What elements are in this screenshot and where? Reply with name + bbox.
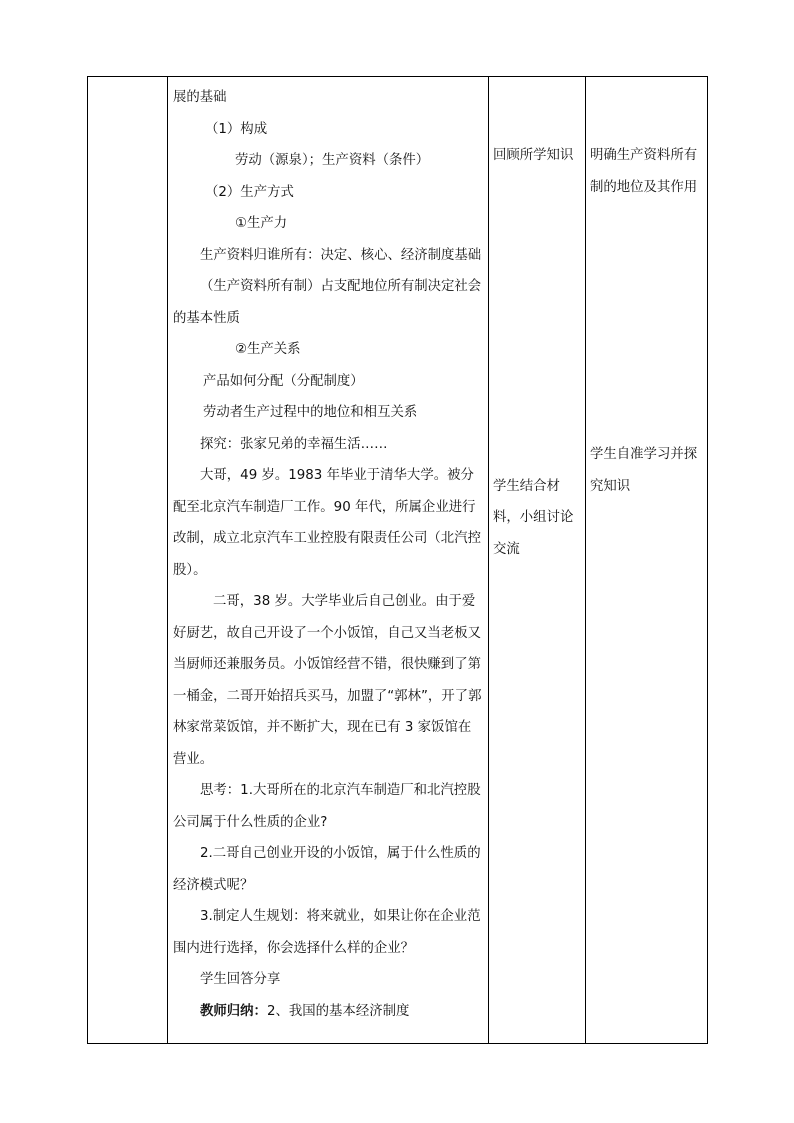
- composition-body: 劳动（源泉）；生产资料（条件）: [235, 153, 430, 168]
- teaching-content-cell: [168, 77, 489, 1044]
- table-row: [88, 77, 708, 1044]
- teacher-summary-line: [173, 996, 482, 1028]
- inquiry-line: 探究：张家兄弟的幸福生活……: [200, 436, 388, 452]
- teaching-content: [168, 77, 488, 1027]
- eldest-brother-paragraph: 大哥，49 岁。1983 年毕业于清华大学。被分配至北京汽车制造厂工作。90 年代，所属企业进行改制，成立北京汽车工业控股有限责任公司（北汽控股）。: [173, 468, 481, 578]
- design-intent-1-wrap: [586, 77, 707, 203]
- stage-column-cell: [88, 77, 168, 1044]
- student-activity-cell: [489, 77, 586, 1044]
- dominant-ownership-line: （生产资料所有制）占支配地位所有制决定社会的基本性质: [173, 279, 482, 326]
- second-brother-paragraph: 二哥，38 岁。大学毕业后自己创业。由于爱好厨艺，故自己开设了一个小饭馆，自己又当老板又当厨师还兼服务员。小饭馆经营不错，很快赚到了第一桶金，二哥开始招兵买马，加盟了“郭林”，开了郭林家常菜饭馆，并不断扩大，现在已有 3 家饭馆在营业。: [173, 594, 482, 767]
- think-question-3: 3.制定人生规划：将来就业，如果让你在企业范围内进行选择，你会选择什么样的企业？: [173, 909, 481, 956]
- teacher-summary-text: 2、我国的基本经济制度: [266, 1003, 410, 1019]
- composition-heading: （1）构成: [205, 121, 268, 137]
- student-activity-2-wrap: [489, 172, 585, 566]
- think-question-1: 思考：1.大哥所在的北京汽车制造厂和北汽控股公司属于什么性质的企业?: [173, 783, 481, 830]
- student-activity-2: 学生结合材料，小组讨论交流: [493, 478, 574, 557]
- distribution-line: 产品如何分配（分配制度）: [203, 373, 364, 389]
- think-question-2: 2.二哥自己创业开设的小饭馆，属于什么性质的经济模式呢？: [173, 846, 481, 893]
- lesson-plan-table: [87, 76, 708, 1044]
- student-share-line: 学生回答分享: [200, 972, 281, 987]
- design-intent-cell: [586, 77, 708, 1044]
- student-activity-1-wrap: [489, 77, 585, 172]
- labor-relations-line: 劳动者生产过程中的地位和相互关系: [203, 405, 418, 420]
- ownership-line: 生产资料归谁所有：决定、核心、经济制度基础: [200, 247, 482, 263]
- design-intent-2: 学生自准学习并探究知识: [590, 447, 698, 494]
- teacher-summary-label: 教师归纳：: [200, 1003, 267, 1019]
- productive-forces-heading: ①生产力: [235, 216, 288, 231]
- production-relations-heading: ②生产关系: [235, 342, 301, 357]
- student-activity-1: 回顾所学知识: [493, 148, 574, 163]
- production-mode-heading: （2）生产方式: [205, 184, 294, 200]
- design-intent-1: 明确生产资料所有制的地位及其作用: [590, 148, 698, 195]
- content-line: 展的基础: [173, 90, 227, 105]
- design-intent-2-wrap: [586, 203, 707, 502]
